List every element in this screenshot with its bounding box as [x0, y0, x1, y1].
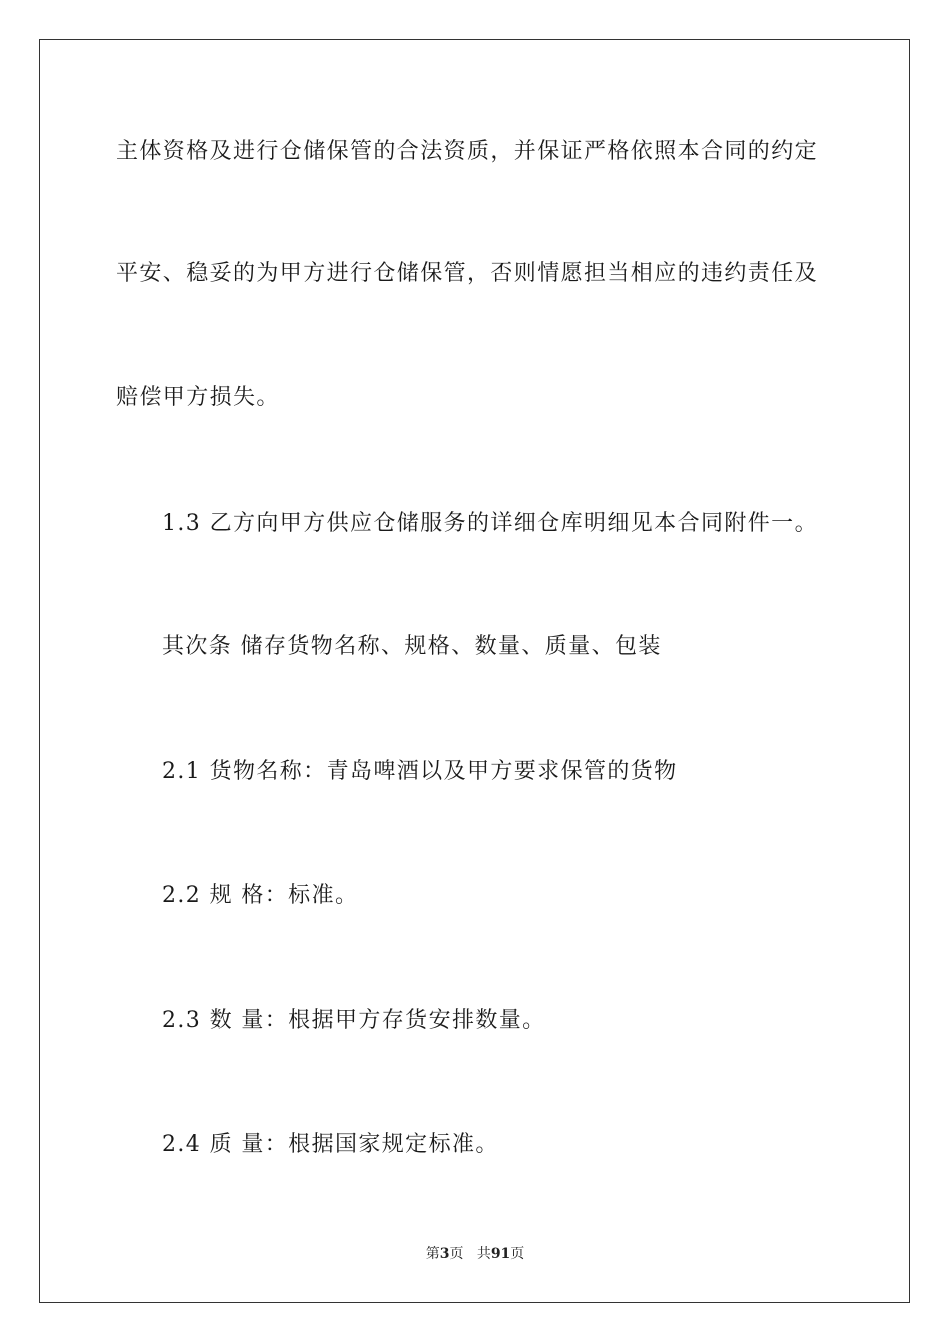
body-line-3: 赔偿甲方损失。: [116, 385, 280, 410]
footer-total-pages: 91: [490, 1246, 511, 1262]
footer-total-unit: 页: [510, 1246, 525, 1262]
clause-2-2: 2.2 规 格：标准。: [162, 883, 359, 908]
footer-page-number: 3: [439, 1246, 450, 1262]
article-2-heading: 其次条 储存货物名称、规格、数量、质量、包装: [162, 634, 662, 659]
footer-total-prefix: 共: [476, 1246, 491, 1262]
clause-2-4: 2.4 质 量：根据国家规定标准。: [162, 1132, 499, 1157]
footer-prefix: 第: [425, 1246, 440, 1262]
clause-1-3: 1.3 乙方向甲方供应仓储服务的详细仓库明细见本合同附件一。: [162, 511, 818, 536]
clause-2-3: 2.3 数 量：根据甲方存货安排数量。: [162, 1008, 546, 1033]
body-line-2: 平安、稳妥的为甲方进行仓储保管，否则情愿担当相应的违约责任及: [116, 261, 819, 286]
body-line-1: 主体资格及进行仓储保管的合法资质，并保证严格依照本合同的约定: [116, 139, 819, 164]
page-border: [39, 39, 910, 1303]
clause-2-1: 2.1 货物名称：青岛啤酒以及甲方要求保管的货物: [162, 759, 678, 784]
footer-page-unit: 页: [449, 1246, 464, 1262]
page-footer: [0, 1245, 950, 1263]
